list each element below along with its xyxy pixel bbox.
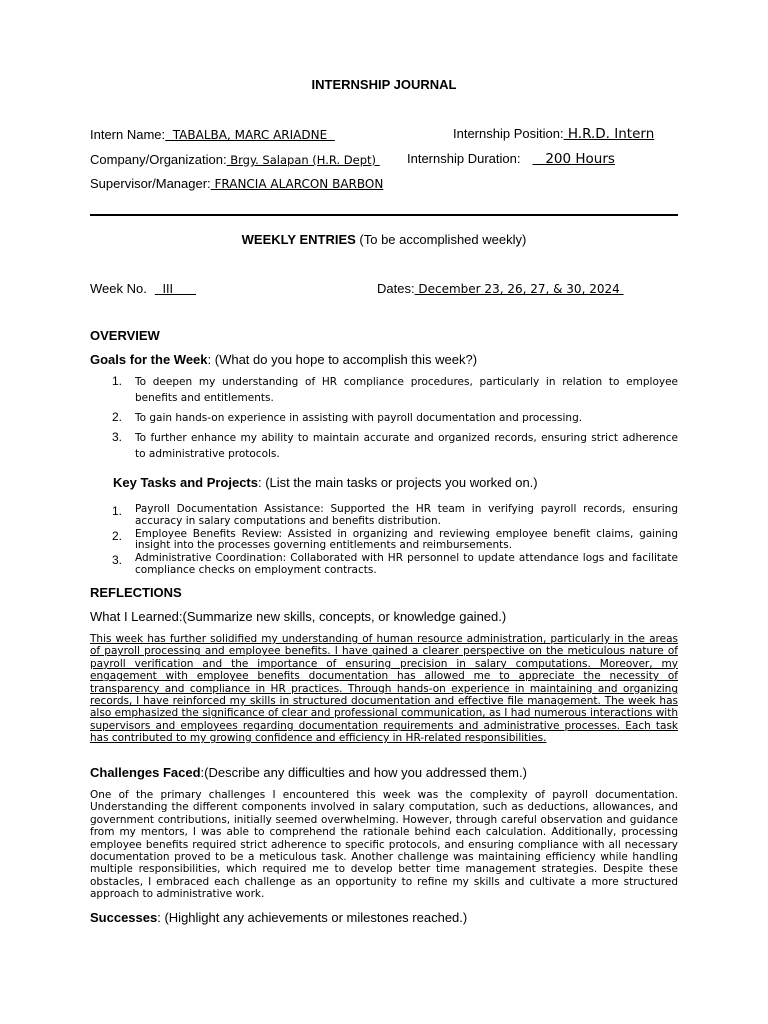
week-row xyxy=(90,280,196,298)
goal-number: 1. xyxy=(112,374,123,388)
goal-text: To gain hands-on experience in assisting with payroll documentation and processing. xyxy=(135,412,583,424)
dates-label: Dates: xyxy=(377,281,415,296)
position-label: Internship Position: xyxy=(453,126,564,141)
week-label: Week No. xyxy=(90,281,147,296)
reflections-heading: REFLECTIONS xyxy=(90,585,182,600)
task-number: 3. xyxy=(112,553,123,567)
duration-label: Internship Duration: xyxy=(407,151,521,166)
task-item xyxy=(112,553,678,576)
weekly-entries-heading xyxy=(0,232,768,247)
learned-text: This week has further solidified my understanding of human resource administration, particularly in the areas of payroll processing and employee benefits. I have gained a clearer perspective on the meticulous nature of payroll verification and the importance of ensuring precision in salary computations. Moreover, my engagement with employee benefits documentation has allowed me to appreciate the necessity of transparency and compliance in HR practices. Through hands-on experience in maintaining and organizing records, I have reinforced my skills in structured documentation and effective file management. The week has also emphasized the significance of clear and professional communication, as I had numerous interactions with supervisors and employees regarding documentation requirements and administrative processes. Each task has contributed to my growing confidence and efficiency in HR-related responsibilities. xyxy=(90,633,678,745)
goal-number: 3. xyxy=(112,430,123,444)
goal-text: To further enhance my ability to maintain accurate and organized records, ensuring strict adherence to administrative protocols. xyxy=(135,432,678,460)
challenges-label: Challenges Faced xyxy=(90,765,201,780)
duration-value: 200 Hours xyxy=(532,151,615,167)
task-item xyxy=(112,529,678,552)
goal-number: 2. xyxy=(112,410,123,424)
position-row xyxy=(453,125,654,143)
challenges-prompt: :(Describe any difficulties and how you addressed them.) xyxy=(200,765,527,780)
goal-item xyxy=(112,430,678,462)
goals-heading xyxy=(90,352,477,367)
task-text: Administrative Coordination: Collaborated with HR personnel to update attendance logs and facilitate compliance checks on employment contracts. xyxy=(135,552,678,576)
week-value: III xyxy=(154,282,196,296)
weekly-entries-title: WEEKLY ENTRIES xyxy=(241,232,356,247)
section-divider xyxy=(90,214,678,216)
company-row xyxy=(90,151,380,169)
tasks-heading xyxy=(113,475,538,490)
successes-label: Successes xyxy=(90,910,158,925)
intern-name-row xyxy=(90,126,335,144)
goal-text: To deepen my understanding of HR compliance procedures, particularly in relation to employee benefits and entitlements. xyxy=(135,376,678,404)
task-text: Payroll Documentation Assistance: Supported the HR team in verifying payroll records, ensuring accuracy in salary computations and benefits distribution. xyxy=(135,503,678,527)
task-item xyxy=(112,504,678,527)
goals-list xyxy=(112,374,678,466)
successes-heading xyxy=(90,910,467,925)
intern-name-value: TABALBA, MARC ARIADNE xyxy=(165,128,335,142)
position-value: H.R.D. Intern xyxy=(563,126,655,142)
challenges-heading xyxy=(90,765,527,780)
supervisor-value: FRANCIA ALARCON BARBON xyxy=(210,177,384,191)
goals-prompt: : (What do you hope to accomplish this week?) xyxy=(207,352,478,367)
intern-name-label: Intern Name: xyxy=(90,127,166,142)
task-text: Employee Benefits Review: Assisted in organizing and reviewing employee benefit claims, gaining insight into the processes governing entitlements and reimbursements. xyxy=(135,527,678,551)
dates-row xyxy=(377,280,624,298)
tasks-prompt: : (List the main tasks or projects you worked on.) xyxy=(258,475,538,490)
task-number: 1. xyxy=(112,504,123,518)
company-label: Company/Organization: xyxy=(90,152,227,167)
tasks-label: Key Tasks and Projects xyxy=(113,475,258,490)
successes-prompt: : (Highlight any achievements or milestones reached.) xyxy=(157,910,468,925)
dates-value: December 23, 26, 27, & 30, 2024 xyxy=(414,282,624,296)
goals-label: Goals for the Week xyxy=(90,352,208,367)
weekly-entries-note: (To be accomplished weekly) xyxy=(355,232,527,247)
goal-item xyxy=(112,374,678,406)
supervisor-label: Supervisor/Manager: xyxy=(90,176,211,191)
duration-row xyxy=(407,150,615,168)
overview-heading: OVERVIEW xyxy=(90,328,160,343)
challenges-text: One of the primary challenges I encountered this week was the complexity of payroll documentation. Understanding the different components involved in salary computation, such as deductions, allowances, and government contributions, initially seemed overwhelming. However, through careful observation and guidance from my mentors, I was able to comprehend the rationale behind each calculation. Additionally, processing employee benefits required strict adherence to specific protocols, and ensuring compliance with all necessary documentation proved to be a meticulous task. Another challenge was maintaining efficiency while handling multiple responsibilities, which required me to develop better time management strategies. Despite these obstacles, I embraced each challenge as an opportunity to refine my skills and cultivate a more structured approach to administrative work. xyxy=(90,789,678,901)
company-value: Brgy. Salapan (H.R. Dept) xyxy=(226,153,380,167)
goal-item xyxy=(112,410,678,426)
supervisor-row xyxy=(90,175,383,193)
learned-prompt: What I Learned:(Summarize new skills, concepts, or knowledge gained.) xyxy=(90,609,507,624)
page-title: INTERNSHIP JOURNAL xyxy=(311,77,457,92)
task-number: 2. xyxy=(112,528,123,543)
tasks-list xyxy=(112,504,678,578)
